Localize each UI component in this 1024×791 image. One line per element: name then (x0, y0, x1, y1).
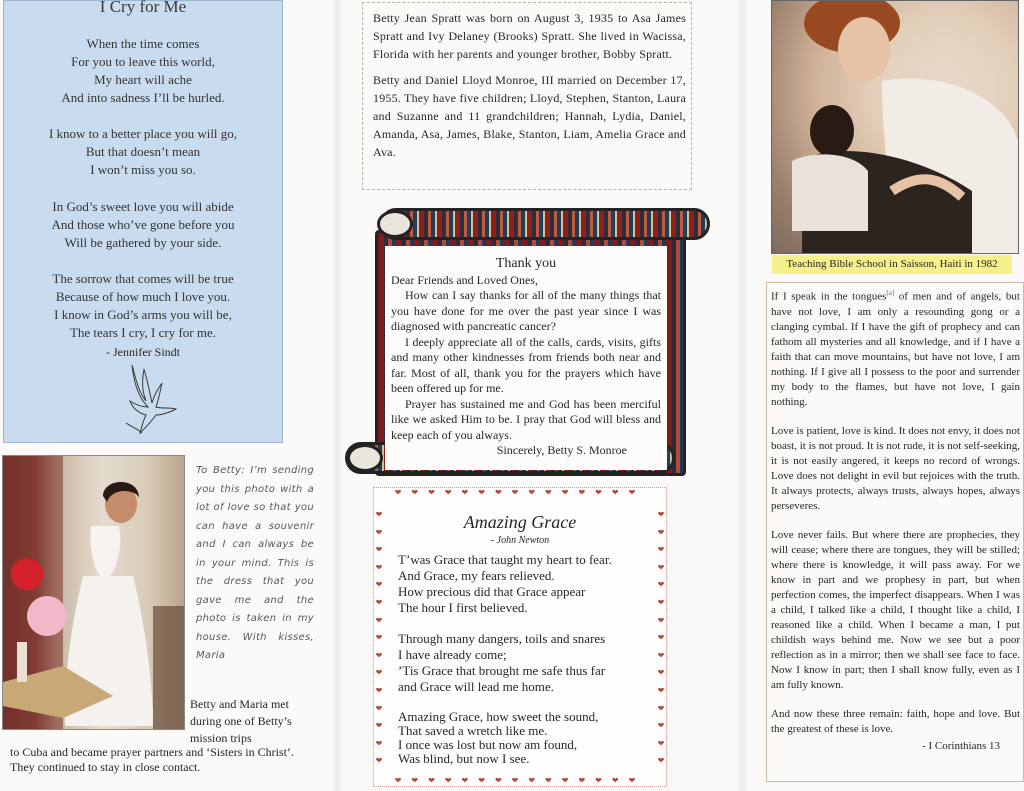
scroll-top-roll (380, 208, 710, 240)
grace-line: Amazing Grace, how sweet the sound, (398, 709, 599, 724)
grace-verse (398, 631, 605, 695)
poem-line: The sorrow that comes will be true (52, 271, 234, 286)
photo-maria-illustration (3, 456, 185, 730)
grace-line: and Grace will lead me home. (398, 679, 554, 694)
poem-stanza (4, 198, 282, 252)
maria-description-continued: to Cuba and became prayer partners and ‘Sisters in Christ’. They continued to stay in close contact. (10, 745, 294, 774)
poem-line: In God’s sweet love you will abide (52, 199, 234, 214)
grace-line: How precious did that Grace appear (398, 584, 586, 599)
poem-line: But that doesn’t mean (85, 144, 201, 159)
poem-line: For you to leave this world, (71, 54, 215, 69)
photo-handwritten-note: To Betty: I’m sending you this photo with a lot of love so that you can have a souvenir and I can always be in your mind. This is the dress that you gave me and the photo is taken in my house. With kisses, Maria (196, 465, 314, 661)
thank-you-note (385, 246, 667, 470)
amazing-grace-author: - John Newton (490, 535, 550, 546)
grace-line: Was blind, but now I see. (398, 751, 530, 766)
scroll-top-curl (377, 210, 413, 238)
dove-icon (122, 361, 178, 437)
thank-you-salutation: Dear Friends and Loved Ones, (391, 272, 538, 287)
scripture-box (766, 282, 1024, 782)
heart-border-bottom: ❤❤❤❤❤❤❤❤❤❤❤❤❤❤❤ (394, 776, 646, 785)
scripture-paragraph: And now these three remain: faith, hope and love. But the greatest of these is love. (771, 707, 1020, 735)
amazing-grace-box (373, 487, 667, 787)
poem-line: I know to a better place you will go, (48, 126, 238, 141)
grace-line: ’Tis Grace that brought me safe thus far (398, 663, 606, 678)
poem-line: I won’t miss you so. (90, 162, 196, 177)
thank-you-paragraph: I deeply appreciate all of the calls, cards, visits, gifts and many other kindnesses from friends both near and far. Most of all, thank you for the prayers which have been offered up for me. (391, 334, 661, 395)
photo-teaching (771, 0, 1019, 254)
footnote-marker[interactable]: [a] (886, 289, 895, 297)
scroll-bottom-curl (347, 444, 383, 472)
grace-line: And Grace, my fears relieved. (398, 568, 555, 583)
grace-line: I once was lost but now am found, (398, 737, 578, 752)
page-fold-left (330, 0, 344, 791)
thank-you-scroll (345, 208, 713, 478)
grace-line: T’was Grace that taught my heart to fear. (398, 552, 612, 567)
grace-line: I have already come; (398, 647, 507, 662)
poem-line: And into sadness I’ll be hurled. (61, 90, 225, 105)
bio-paragraph: Betty Jean Spratt was born on August 3, 1935 to Asa James Spratt and Ivy Delaney (Brooks) Spratt. She lived in Wacissa, Florida with her parents and younger brother, Bobby Spratt. (373, 11, 686, 61)
heart-border-left: ❤ ❤ ❤ ❤ ❤ ❤ ❤ ❤ ❤ ❤ ❤ ❤ ❤ ❤ ❤ (375, 510, 383, 766)
poem-line: Will be gathered by your side. (64, 235, 222, 250)
thank-you-signature: Sincerely, Betty S. Monroe (496, 443, 627, 457)
scripture-paragraph: Love never fails. But where there are prophecies, they will cease; where there are tongues, they will be stilled; where there is knowledge, it will pass away. For we know in part and we prophesy in part, but when perfection comes, the imperfect disappears. When I was a child, I talked like a child, I thought like a child, I reasoned like a child. When I became a man, I put childish ways behind me. Now we see but a poor reflection as in a mirror; then we shall see face to face. Now I know in part; then I shall know fully, even as I am fully known. (771, 528, 1020, 691)
maria-description: Betty and Maria met during one of Betty’s mission trips (190, 697, 292, 745)
poem-author: - Jennifer Sindt (106, 345, 180, 359)
poem-title: I Cry for Me (99, 0, 187, 16)
poem-stanza (4, 35, 282, 107)
scripture-text: If I speak in the tongues (771, 290, 887, 303)
grace-verse (398, 710, 598, 766)
poem-stanza (4, 125, 282, 179)
heart-border-right: ❤ ❤ ❤ ❤ ❤ ❤ ❤ ❤ ❤ ❤ ❤ ❤ ❤ ❤ ❤ (657, 510, 665, 766)
grace-line: The hour I first believed. (398, 600, 528, 615)
poem-line: Because of how much I love you. (55, 289, 231, 304)
scripture-text: of men and of angels, but have not love, I am only a resounding gong or a clanging cymbal. If I have the gift of prophecy and can fathom all mysteries and all knowledge, and if I have a faith that can move mountains, but have not love, I am nothing. If I give all I possess to the poor and surrender my body to the flames, but have not love, I gain nothing. (771, 290, 1020, 408)
poem-stanza (4, 270, 282, 342)
heart-border-top: ❤❤❤❤❤❤❤❤❤❤❤❤❤❤❤ (394, 488, 646, 497)
poem-line: When the time comes (86, 36, 200, 51)
scripture-reference: - I Corinthians 13 (922, 739, 1000, 752)
poem-line: The tears I cry, I cry for me. (69, 325, 217, 340)
scripture-paragraph (771, 286, 1020, 410)
amazing-grace-title: Amazing Grace (463, 512, 577, 532)
grace-line: That saved a wretch like me. (398, 723, 548, 738)
thank-you-paragraph: Prayer has sustained me and God has been merciful like we asked Him to be. I pray that God will bless and keep each of you always. (391, 396, 661, 442)
thank-you-paragraph: How can I say thanks for all of the many things that you have done for me over the past year since I was diagnosed with pancreatic cancer? (391, 288, 661, 333)
teaching-caption: Teaching Bible School in Saisson, Haiti in 1982 (772, 255, 1012, 274)
poem-line: I know in God’s arms you will be, (54, 307, 232, 322)
photo-maria (2, 455, 185, 730)
biography-box (362, 2, 692, 190)
photo-teaching-illustration (772, 1, 1019, 254)
poem-panel (3, 0, 283, 443)
poem-line: My heart will ache (94, 72, 192, 87)
grace-line: Through many dangers, toils and snares (398, 631, 606, 646)
thank-you-title: Thank you (495, 256, 557, 271)
bio-paragraph: Betty and Daniel Lloyd Monroe, III married on December 17, 1955. They have five children; Lloyd, Stephen, Stanton, Laura and Suzanne and 11 grandchildren; Hannah, Lydia, Daniel, Amanda, Asa, James, Blake, Stanton, Liam, Amelia Grace and Ava. (373, 73, 686, 159)
poem-line: And those who’ve gone before you (51, 217, 235, 232)
grace-verse (398, 552, 612, 616)
scripture-paragraph: Love is patient, love is kind. It does not envy, it does not boast, it is not proud. It is not rude, it is not self-seeking, it is not easily angered, it keeps no record of wrongs. Love does not delight in evil but rejoices with the truth. It always protects, always trusts, always hopes, always perseveres. (771, 424, 1020, 512)
page-fold-right (735, 0, 749, 791)
